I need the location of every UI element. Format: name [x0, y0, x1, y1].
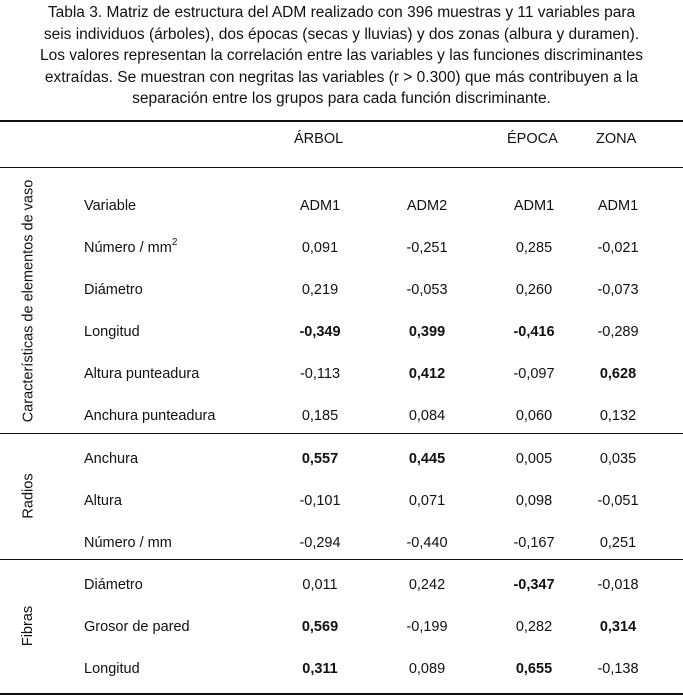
group-title: Fibras — [20, 605, 37, 647]
row-label-text: Altura — [84, 493, 122, 509]
row-label-text: Anchura punteadura — [84, 408, 216, 424]
value-cell: 0,084 — [408, 408, 446, 424]
value-cell: 0,399 — [408, 324, 446, 340]
header-function-4: ADM1 — [597, 198, 639, 214]
row-label — [84, 659, 140, 679]
header-group-arbol: ÁRBOL — [294, 131, 344, 147]
row-label — [84, 575, 143, 595]
row-label-superscript: 2 — [171, 237, 178, 248]
value-cell: 0,282 — [515, 619, 553, 635]
value-cell: 0,185 — [301, 408, 339, 424]
value-cell: 0,569 — [301, 619, 339, 635]
value-cell: -0,440 — [406, 535, 448, 551]
header-rule — [0, 167, 683, 168]
row-label — [84, 449, 138, 469]
value-cell: -0,347 — [513, 577, 555, 593]
row-label-text: Grosor de pared — [84, 619, 190, 635]
value-cell: -0,113 — [299, 366, 341, 382]
header-variable: Variable — [84, 198, 137, 214]
group-rule — [0, 433, 683, 434]
row-label-text: Anchura — [84, 451, 139, 467]
value-cell: -0,018 — [597, 577, 639, 593]
value-cell: 0,132 — [599, 408, 637, 424]
group-title: Radios — [20, 473, 37, 519]
value-cell: 0,311 — [302, 661, 338, 677]
value-cell: 0,655 — [515, 661, 553, 677]
value-cell: -0,251 — [406, 240, 448, 256]
table-top-rule — [0, 120, 683, 122]
value-cell: -0,199 — [406, 619, 448, 635]
value-cell: 0,242 — [408, 577, 446, 593]
row-label-text: Longitud — [84, 661, 140, 677]
row-label-text: Longitud — [84, 324, 140, 340]
row-label — [84, 533, 172, 553]
row-label-text: Diámetro — [84, 577, 143, 593]
value-cell: 0,557 — [301, 451, 339, 467]
value-cell: 0,251 — [599, 535, 637, 551]
row-label — [84, 238, 177, 258]
value-cell: -0,416 — [513, 324, 555, 340]
row-label — [84, 280, 143, 300]
value-cell: -0,294 — [299, 535, 341, 551]
table-bottom-rule — [0, 693, 683, 695]
row-label — [84, 617, 190, 637]
header-function-3: ADM1 — [513, 198, 555, 214]
value-cell: 0,035 — [599, 451, 637, 467]
value-cell: 0,091 — [301, 240, 339, 256]
caption-line: Tabla 3. Matriz de estructura del ADM realizado con 396 muestras y 11 variables para — [47, 4, 636, 21]
value-cell: 0,314 — [599, 619, 637, 635]
value-cell: -0,101 — [299, 493, 341, 509]
header-function-1: ADM1 — [299, 198, 341, 214]
value-cell: 0,060 — [515, 408, 553, 424]
row-label-text: Altura punteadura — [84, 366, 200, 382]
header-group-epoca: ÉPOCA — [507, 131, 558, 147]
value-cell: -0,097 — [513, 366, 555, 382]
value-cell: 0,219 — [301, 282, 339, 298]
caption-line: seis individuos (árboles), dos épocas (secas y lluvias) y dos zonas (albura y duramen). — [43, 25, 640, 43]
value-cell: -0,053 — [406, 282, 448, 298]
value-cell: 0,071 — [408, 493, 446, 509]
table-caption — [0, 2, 683, 110]
row-label — [84, 364, 199, 384]
row-label-text: Diámetro — [84, 282, 143, 298]
group-title: Características de elementos de vaso — [19, 179, 36, 422]
row-label — [84, 406, 215, 426]
value-cell: 0,412 — [408, 366, 446, 382]
row-label — [84, 491, 122, 511]
value-cell: 0,445 — [408, 451, 446, 467]
caption-line: Los valores representan la correlación entre las variables y las funciones discriminantes — [39, 47, 644, 64]
value-cell: -0,051 — [597, 493, 639, 509]
header-group-zona: ZONA — [596, 131, 637, 147]
value-cell: -0,289 — [597, 324, 639, 340]
value-cell: -0,021 — [597, 240, 639, 256]
value-cell: -0,138 — [597, 661, 639, 677]
value-cell: -0,073 — [597, 282, 639, 298]
row-label — [84, 322, 140, 342]
value-cell: -0,167 — [513, 535, 555, 551]
value-cell: -0,349 — [299, 324, 341, 340]
row-label-text: Número / mm — [84, 535, 172, 551]
value-cell: 0,098 — [515, 493, 553, 509]
row-label-text: Número / mm — [84, 240, 172, 256]
value-cell: 0,628 — [599, 366, 637, 382]
header-function-2: ADM2 — [406, 198, 448, 214]
caption-line: separación entre los grupos para cada función discriminante. — [132, 90, 551, 107]
value-cell: 0,005 — [515, 451, 553, 467]
group-rule — [0, 559, 683, 560]
value-cell: 0,089 — [408, 661, 446, 677]
value-cell: 0,285 — [515, 240, 553, 256]
caption-line: extraídas. Se muestran con negritas las variables (r > 0.300) que más contribuyen a la — [44, 68, 639, 86]
value-cell: 0,260 — [515, 282, 553, 298]
value-cell: 0,011 — [302, 577, 338, 593]
